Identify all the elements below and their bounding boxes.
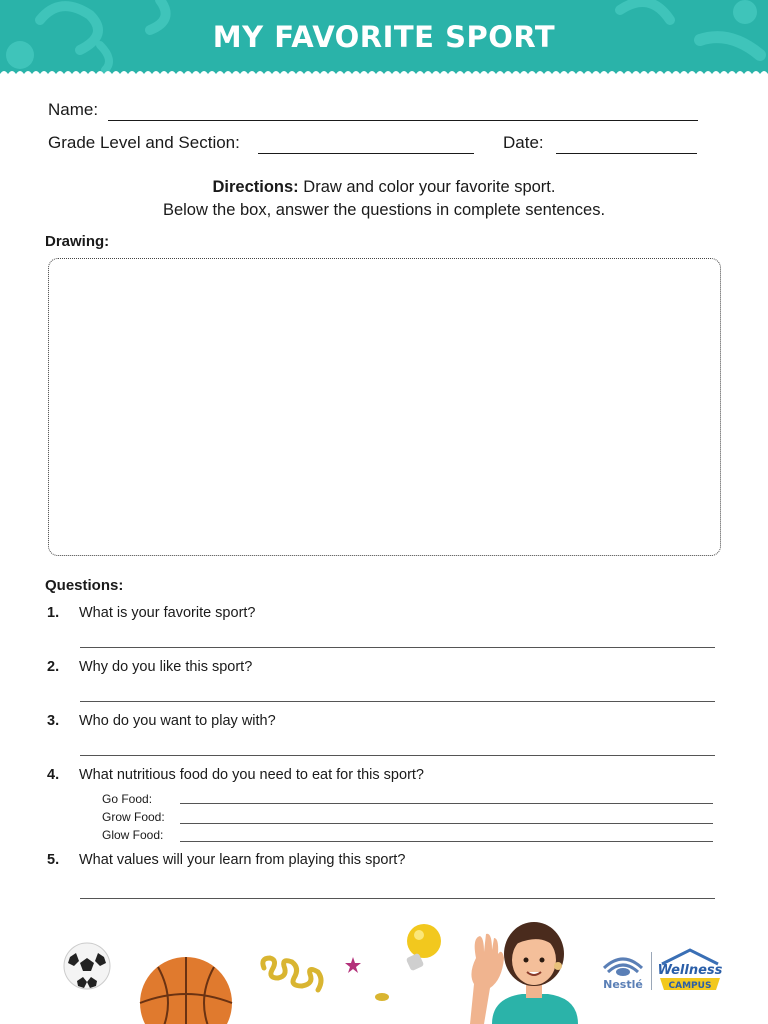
directions bbox=[0, 176, 768, 222]
header-banner bbox=[0, 0, 768, 78]
question-text: Who do you want to play with? bbox=[79, 713, 276, 729]
drawing-area[interactable] bbox=[48, 258, 721, 556]
grow-food-field[interactable] bbox=[180, 823, 713, 824]
page-title: MY FAVORITE SPORT bbox=[212, 20, 556, 54]
logo-divider bbox=[651, 952, 652, 990]
go-food-label: Go Food: bbox=[102, 792, 153, 806]
lightbulb-icon bbox=[400, 921, 444, 975]
answer-line[interactable] bbox=[80, 647, 715, 648]
answer-line[interactable] bbox=[80, 755, 715, 756]
star-icon bbox=[345, 957, 361, 973]
directions-line-1: Draw and color your favorite sport. bbox=[303, 178, 556, 196]
glow-food-label: Glow Food: bbox=[102, 828, 164, 842]
directions-lead: Directions: bbox=[212, 178, 299, 196]
nestle-nest-logo-icon bbox=[600, 948, 646, 990]
question-text: Why do you like this sport? bbox=[79, 659, 253, 675]
banner-scallop-edge bbox=[0, 68, 768, 78]
basketball-icon bbox=[138, 955, 234, 1024]
date-label: Date: bbox=[503, 133, 544, 152]
waving-girl-illustration bbox=[462, 918, 586, 1024]
name-field[interactable] bbox=[108, 120, 698, 121]
wellness-logo-text: Wellness bbox=[657, 963, 723, 978]
soccer-ball-icon bbox=[62, 941, 112, 991]
wellness-campus-logo-icon bbox=[656, 946, 724, 994]
question-number: 2. bbox=[47, 659, 60, 675]
answer-line[interactable] bbox=[80, 898, 715, 899]
name-label: Name: bbox=[48, 100, 99, 119]
question-number: 1. bbox=[47, 605, 60, 621]
questions-heading: Questions: bbox=[45, 577, 124, 594]
question-number: 3. bbox=[47, 713, 60, 729]
answer-line[interactable] bbox=[80, 701, 715, 702]
question-text: What nutritious food do you need to eat for this sport? bbox=[79, 767, 424, 783]
directions-line-2: Below the box, answer the questions in complete sentences. bbox=[162, 201, 606, 219]
coin-icon bbox=[374, 992, 390, 1002]
question-number: 4. bbox=[47, 767, 60, 783]
grow-food-label: Grow Food: bbox=[102, 810, 165, 824]
question-text: What values will your learn from playing this sport? bbox=[79, 852, 406, 868]
question-text: What is your favorite sport? bbox=[79, 605, 256, 621]
date-field[interactable] bbox=[556, 153, 697, 154]
grade-section-field[interactable] bbox=[258, 153, 474, 154]
glow-food-field[interactable] bbox=[180, 841, 713, 842]
go-food-field[interactable] bbox=[180, 803, 713, 804]
grade-section-label: Grade Level and Section: bbox=[48, 133, 240, 152]
question-number: 5. bbox=[47, 852, 60, 868]
drawing-heading: Drawing: bbox=[45, 233, 110, 250]
campus-logo-text: CAMPUS bbox=[668, 981, 712, 991]
confetti-icon bbox=[258, 950, 330, 1002]
nestle-logo-text: Nestlé bbox=[603, 978, 643, 990]
